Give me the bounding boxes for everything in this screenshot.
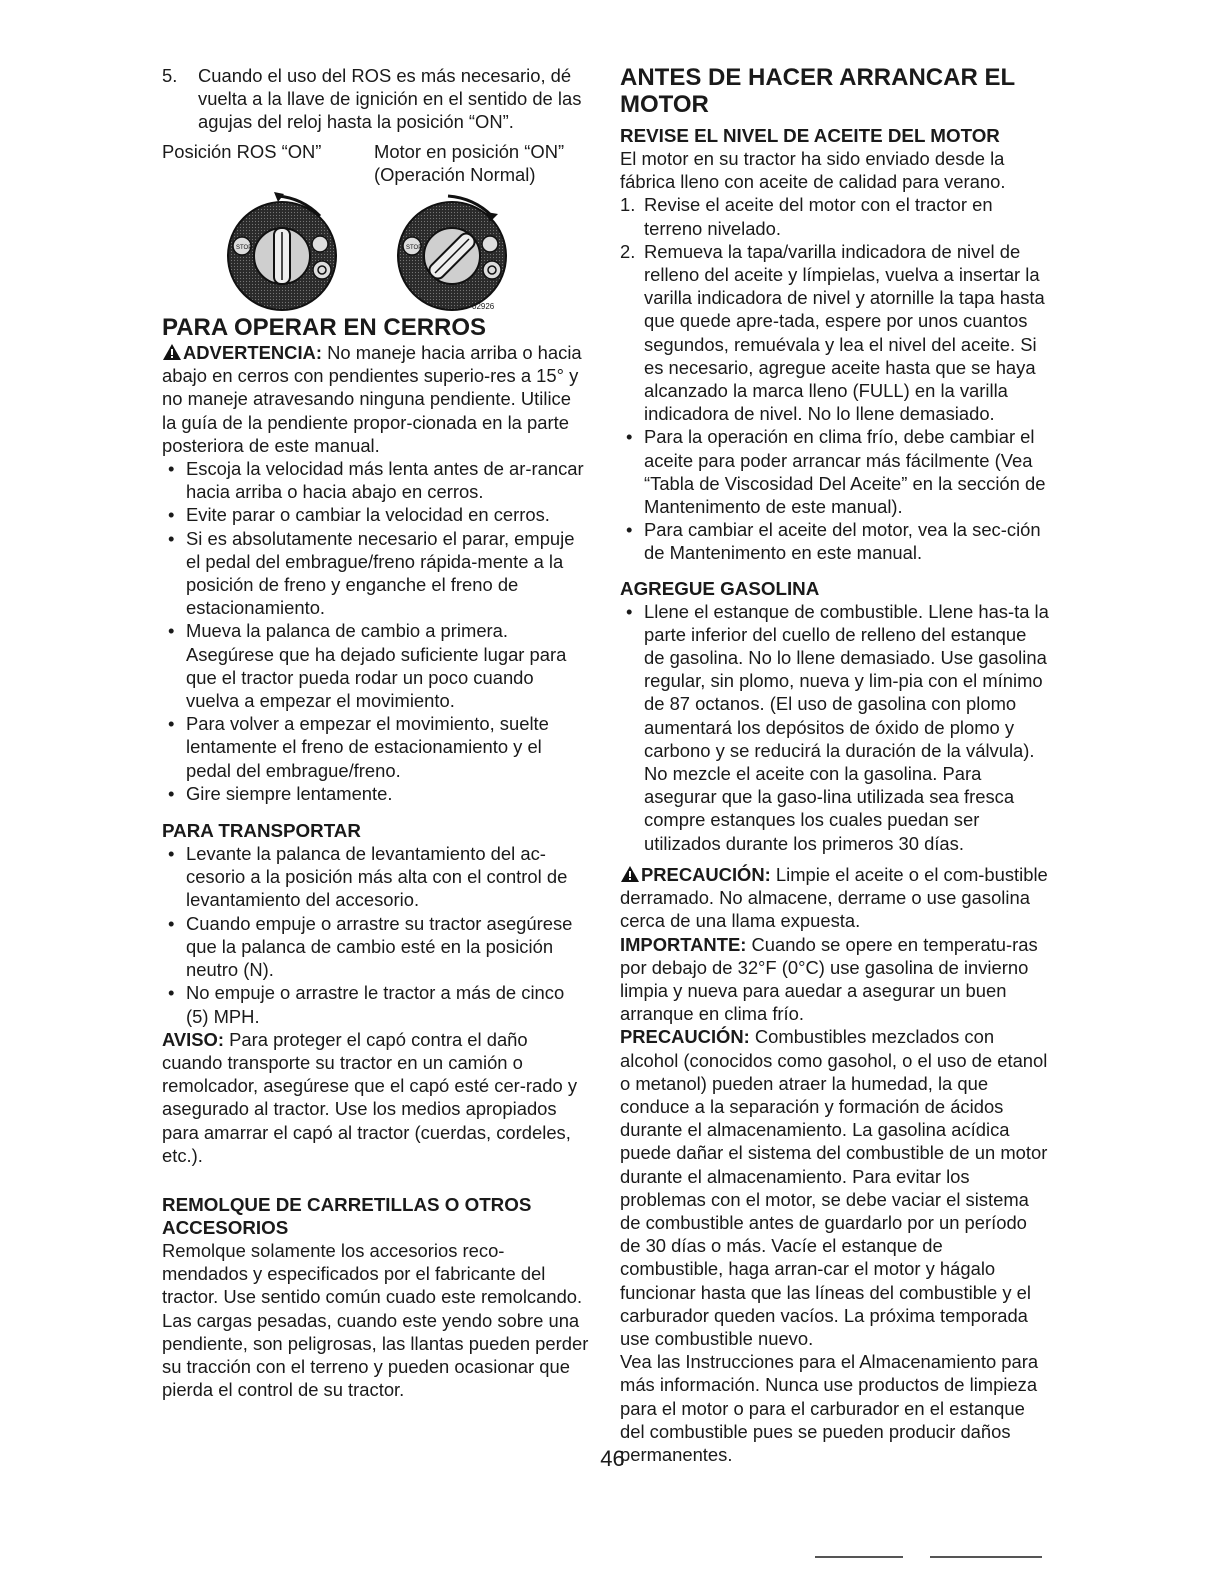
list-item: • Levante la palanca de levantamiento del ac-cesorio a la posición más alta con el control de levantamiento del accesorio.	[162, 842, 590, 912]
section-title-gasolina: AGREGUE GASOLINA	[620, 577, 820, 599]
warning-icon	[620, 865, 640, 883]
ignition-dial-ros-on	[224, 190, 344, 312]
oil-bullet-list	[620, 425, 1050, 564]
gasolina-bullet-list	[620, 600, 1050, 855]
list-item: • Mueva la palanca de cambio a primera. Asegúrese que ha dejado suficiente lugar para que el tractor pueda rodar un poco cuando vuelva a empezar el movimiento.	[162, 619, 590, 712]
list-item: • Para volver a empezar el movimiento, suelte lentamente el freno de estacionamiento y el pedal del embrague/freno.	[162, 712, 590, 782]
list-item: • Llene el estanque de combustible. Llene has-ta la parte inferior del cuello de relleno del estanque de gasolina. No lo llene demasiado. Use gasolina regular, sin plomo, nueva y lim-pia con el mínimo de 87 octanos. (El uso de gasolina con plomo aumentará los depósitos de óxido de plomo y carbono y se reducirá la duración de la válvula). No mezcle el aceite con la gasolina. Para asegurar que la gaso-lina utilizada sea fresca compre estanques los cuales puedan ser utilizados durante los primeros 30 días.	[620, 600, 1050, 855]
svg-text:STOP: STOP	[406, 245, 423, 252]
list-item: • Escoja la velocidad más lenta antes de ar-rancar hacia arriba o hacia abajo en cerros.	[162, 457, 590, 503]
list-item: • Evite parar o cambiar la velocidad en cerros.	[162, 503, 590, 526]
precaucion-alcohol-paragraph	[620, 1025, 1050, 1350]
page-number: 46	[600, 1446, 625, 1471]
footer-rule	[930, 1556, 1042, 1558]
precaucion-text: Limpie el aceite o el com-bustible derramado. No almacene, derrame o use gasolina cerca de una llama expuesta.	[620, 863, 1048, 932]
step-text: Remueva la tapa/varilla indicadora de nivel de relleno del aceite y límpielas, vuelva a insertar la varilla indicadora de nivel y atornille la tapa hasta que quede apre-tada, espere por unos cuantos segundos, remuévala y lea el nivel del aceite. Si es necesario, agregue aceite hasta que se haya alcanzado la marca lleno (FULL) en la varilla indicadora de nivel. No lo llene demasiado.	[644, 240, 1045, 425]
importante-label: IMPORTANTE:	[620, 933, 747, 955]
step-number: 5.	[162, 65, 178, 86]
list-item: • Si es absolutamente necesario el parar, empuje el pedal del embrague/freno rápida-mente a la posición de freno y enganche el freno de estacionamiento.	[162, 527, 590, 620]
figure-code: 02926	[472, 302, 495, 312]
advertencia-text: No maneje hacia arriba o hacia abajo en cerros con pendientes superio-res a 15° y no maneje atravesando ninguna pendiente. Utilice la guía de la pendiente propor-cionada en la parte posteriora de este manual.	[162, 342, 582, 456]
list-item: • Para cambiar el aceite del motor, vea la sec-ción de Mantenimento en este manual.	[620, 518, 1050, 564]
ros-on-label: Posición ROS “ON”	[162, 140, 322, 162]
precaucion-paragraph	[620, 863, 1050, 933]
left-column	[162, 64, 590, 1401]
warning-icon	[162, 343, 182, 361]
step-text: Revise el aceite del motor con el tractor en terreno nivelado.	[644, 194, 993, 239]
almacenamiento-paragraph: Vea las Instrucciones para el Almacenamiento para más información. Nunca use productos de limpieza para el motor o para el carburador en el estanque del combustible pues se pueden producir daños permanentes.	[620, 1351, 1039, 1465]
list-item: • Para la operación en clima frío, debe cambiar el aceite para poder arrancar más fácilmente (Vea “Tabla de Viscosidad Del Aceite” en la sección de Mantenimento de este manual).	[620, 425, 1050, 518]
step-5	[162, 64, 590, 134]
list-item	[620, 240, 1050, 426]
transportar-bullet-list	[162, 842, 590, 1028]
section-title-cerros: PARA OPERAR EN CERROS	[162, 314, 487, 342]
step-number: 1.	[620, 194, 636, 216]
ignition-dial-motor-on	[390, 190, 520, 312]
list-item: • Gire siempre lentamente.	[162, 782, 590, 805]
revise-paragraph: El motor en su tractor ha sido enviado desde la fábrica lleno con aceite de calidad para verano.	[620, 148, 1006, 193]
footer-rule	[815, 1556, 903, 1558]
advertencia-paragraph	[162, 341, 590, 457]
aviso-label: AVISO:	[162, 1028, 224, 1050]
section-title-revise: REVISE EL NIVEL DE ACEITE DEL MOTOR	[620, 125, 1000, 146]
step-number: 2.	[620, 240, 636, 262]
list-item: • Cuando empuje o arrastre su tractor asegúrese que la palanca de cambio esté en la posición neutro (N).	[162, 912, 590, 982]
precaucion-label: PRECAUCIÓN:	[620, 1026, 750, 1048]
motor-on-label: Motor en posición “ON”	[374, 140, 565, 162]
motor-on-labels	[374, 140, 564, 186]
section-title-transportar: PARA TRANSPORTAR	[162, 820, 361, 842]
list-item	[620, 193, 1050, 239]
ignition-switch-figure	[162, 190, 590, 312]
position-labels	[162, 140, 590, 186]
precaucion-label: PRECAUCIÓN:	[641, 863, 771, 885]
aviso-text: Para proteger el capó contra el daño cuando transporte su tractor en un camión o remolcador, asegúrese que el capó esté cer-rado y asegurado al tractor. Use los medios apropiados para amarrar el capó al tractor (cuerdas, cordeles, etc.).	[162, 1028, 578, 1166]
cerros-bullet-list	[162, 457, 590, 805]
precaucion-text: Combustibles mezclados con alcohol (conocidos como gasohol, o el uso de etanol o metanol) pueden atraer la humedad, la que conduce a la separación y formación de ácidos durante el almacenamiento. La gasolina acídica puede dañar el sistema del combustible de un motor durante el almacenamiento. Para evitar los problemas con el motor, se debe vaciar el sistema de combustible antes de guardarlo por un período de 30 días o más. Vacíe el estanque de combustible, haga arran-car el motor y hágalo funcionar hasta que las líneas del combustible y el carburador queden vacíos. La próxima temporada use combustible nuevo.	[620, 1026, 1048, 1349]
step-text: Cuando el uso del ROS es más necesario, dé vuelta a la llave de ignición en el sentido de las agujas del reloj hasta la posición “ON”.	[198, 65, 582, 133]
normal-operation-label: (Operación Normal)	[374, 163, 536, 185]
advertencia-label: ADVERTENCIA:	[183, 342, 322, 364]
section-title-antes: ANTES DE HACER ARRANCAR EL MOTOR	[620, 64, 1015, 118]
section-title-remolque: REMOLQUE DE CARRETILLAS O OTROS ACCESORIOS	[162, 1193, 532, 1238]
oil-steps-list	[620, 193, 1050, 425]
list-item: • No empuje o arrastre le tractor a más de cinco (5) MPH.	[162, 981, 590, 1027]
remolque-paragraph: Remolque solamente los accesorios reco-mendados y especificados por el fabricante del tractor. Use sentido común cuado este remolcando. Las cargas pesadas, cuando este yendo sobre una pendiente, son peligrosas, las llantas pueden perder su tracción con el terreno y pueden ocasionar que pierda el control de su tractor.	[162, 1239, 589, 1401]
importante-text: Cuando se opere en temperatu-ras por debajo de 32°F (0°C) use gasolina de invierno limpia y nueva para auedar a asegurar un buen arranque en clima frío.	[620, 933, 1038, 1025]
right-column	[620, 64, 1050, 1466]
aviso-paragraph	[162, 1028, 590, 1167]
importante-paragraph	[620, 933, 1050, 1026]
svg-text:STOP: STOP	[236, 245, 253, 252]
